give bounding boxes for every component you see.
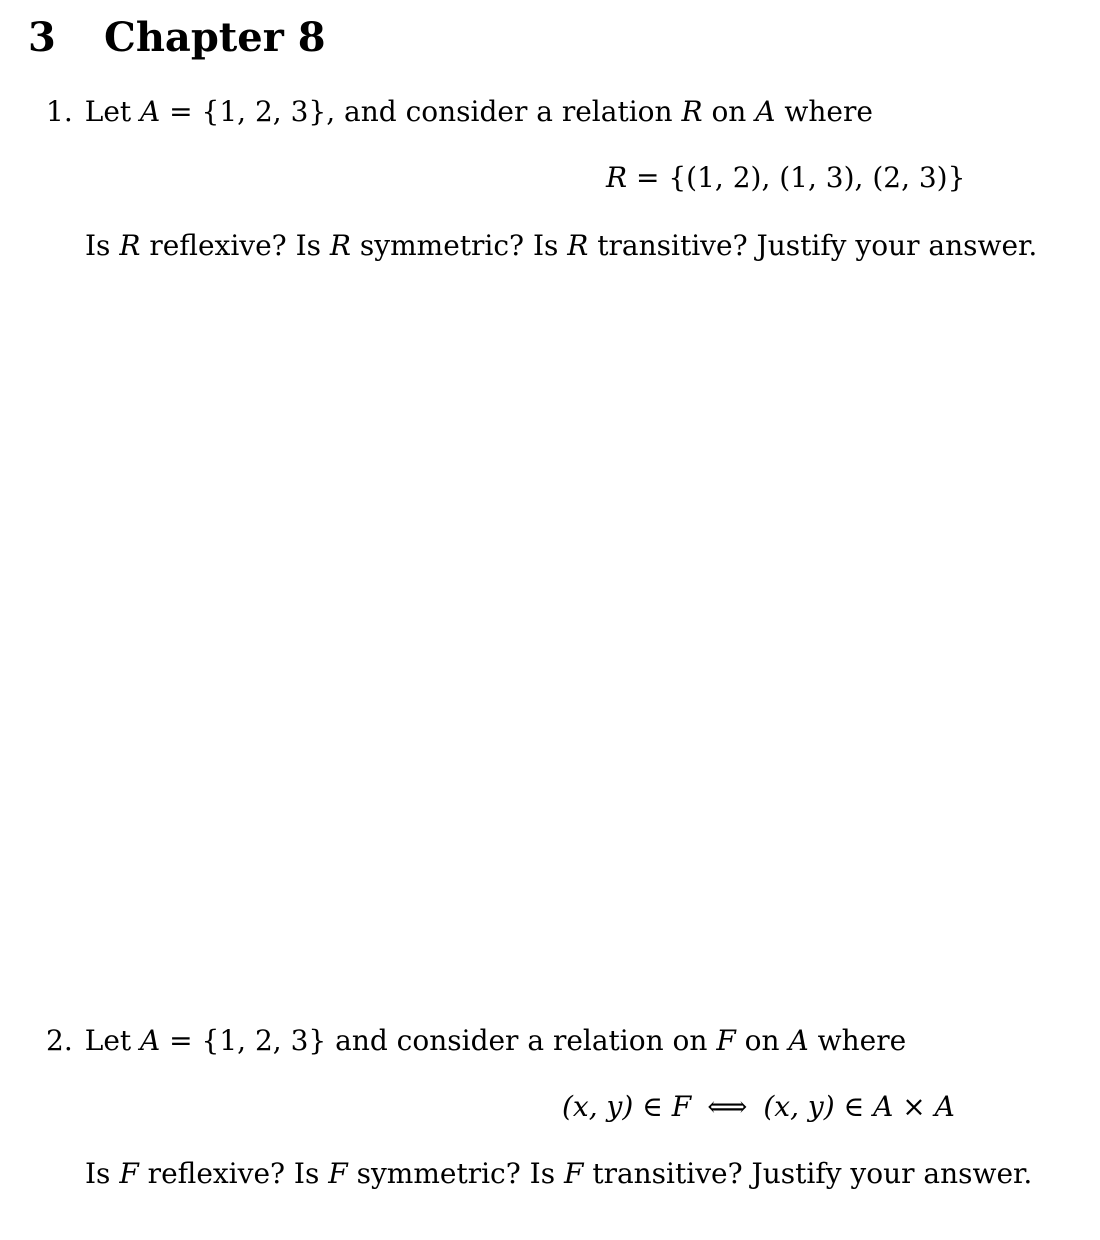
- iff-arrow-icon: ⟺: [707, 1090, 748, 1123]
- problem-2-intro-text-2: and consider a relation on: [326, 1024, 717, 1057]
- problem-2-relation-f: F: [716, 1024, 736, 1057]
- problem-1-display-rhs: = {(1, 2), (1, 3), (2, 3)}: [627, 161, 966, 194]
- problem-2-set-a-2: A: [788, 1024, 809, 1057]
- problem-1-display-lhs: R: [606, 161, 628, 194]
- problem-1-intro-text-2: , and consider a relation: [326, 95, 682, 128]
- problem-1-question-text-4: transitive? Justify your answer.: [588, 229, 1038, 262]
- problem-2-display-rhs: (x, y) ∈ A × A: [763, 1090, 955, 1123]
- problem-1-number: 1.: [46, 95, 73, 128]
- problem-1-intro-text: Let: [84, 95, 141, 128]
- problem-2-intro-text-3: on: [735, 1024, 789, 1057]
- problem-1-question-r-1: R: [119, 229, 141, 262]
- problem-1-display-equation: [606, 161, 966, 194]
- problem-2-question-text-4: transitive? Justify your answer.: [583, 1157, 1033, 1190]
- problem-1-intro: [46, 95, 873, 128]
- section-title: Chapter 8: [104, 14, 326, 61]
- problem-1-set-def: = {1, 2, 3}: [160, 95, 327, 128]
- problem-2-set-a: A: [140, 1024, 161, 1057]
- problem-2-display-lhs: (x, y) ∈ F: [562, 1090, 692, 1123]
- problem-2-intro-text: Let: [84, 1024, 141, 1057]
- problem-2-question-text-1: Is: [85, 1157, 120, 1190]
- problem-1-set-a-2: A: [755, 95, 776, 128]
- problem-1-question-text-3: symmetric? Is: [351, 229, 568, 262]
- section-heading: [28, 14, 326, 61]
- problem-1-question-text-1: Is: [85, 229, 120, 262]
- problem-2-question-f-1: F: [119, 1157, 139, 1190]
- problem-2-number: 2.: [46, 1024, 73, 1057]
- problem-1-question-text-2: reflexive? Is: [140, 229, 330, 262]
- problem-1-question: [85, 229, 1038, 262]
- problem-2-intro-text-4: where: [808, 1024, 907, 1057]
- problem-2-set-def: = {1, 2, 3}: [160, 1024, 327, 1057]
- problem-1-intro-text-4: where: [775, 95, 873, 128]
- problem-2-question: [85, 1157, 1033, 1190]
- problem-2-question-f-3: F: [563, 1157, 584, 1190]
- problem-1-question-r-3: R: [567, 229, 589, 262]
- problem-2-question-f-2: F: [328, 1157, 348, 1190]
- problem-1-question-r-2: R: [329, 229, 352, 262]
- problem-2-display-equation: [562, 1090, 955, 1123]
- section-number: 3: [28, 14, 56, 61]
- problem-1-intro-text-3: on: [702, 95, 756, 128]
- problem-1-set-a: A: [140, 95, 161, 128]
- problem-2-question-text-2: reflexive? Is: [138, 1157, 329, 1190]
- problem-2-question-text-3: symmetric? Is: [347, 1157, 564, 1190]
- problem-1-relation-r: R: [681, 95, 703, 128]
- problem-2-intro: [46, 1024, 907, 1057]
